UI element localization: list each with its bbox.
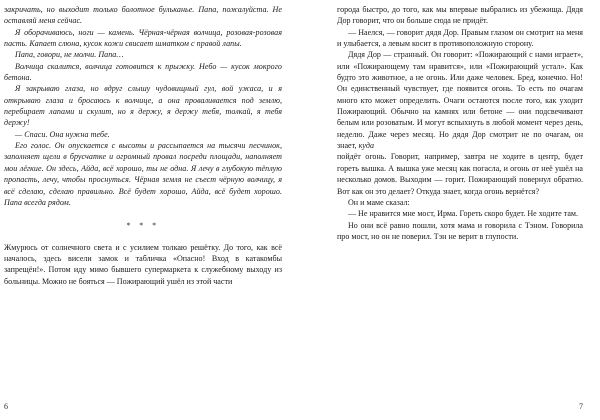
page-number-right: 7 [579,402,583,411]
paragraph: Его голос. Он опускается с высоты и рассыпается на тысячи песчинок, заполняет щели в брусчатке и огромный провал посреди площади, наполняет мои лёгкие. Он здесь, Айда, всё хорошо, ты не одна. Я лечу в глубокую тёплую пропасть, лечу, чтобы проснуться. Чёрная земля не съест чёрную волчицу, я всё сделаю, сделаю правильно. Всё будет хорошо, Айда, всё будет хорошо. Папа всегда рядом. [4,141,282,207]
right-page [300,0,600,420]
paragraph: пойдёт огонь. Говорит, например, завтра не ходите в центр, будет гореть вышка. А вышка уже месяц как погасла, и огонь от неё ушёл на несколько домов. Выходим — горит. Пожирающий повернул обратно. Вот как он это делает? Откуда знает, когда огонь вернётся? [337,152,583,196]
paragraph: — Не нравится мне мост, Ирма. Гореть скоро будет. Не ходите там. [348,209,579,219]
paragraph: — Наелся, — говорит дядя Дор. Правым глазом он смотрит на меня и улыбается, а левым косит в противоположную сторону. [337,27,583,49]
emphasis-word: куда [358,141,374,151]
paragraph: Жмурюсь от солнечного света и с усилием толкаю решётку. До того, как всё началось, здесь висели замок и табличка «Опасно! Вход в катакомбы запрещён!». Потом иду мимо бывшего супермаркета к служебному выходу из больницы. Можно не бояться — Пожирающий ушёл из этой части [4,242,282,286]
left-page-roman-section [4,242,282,287]
page-number-left: 6 [4,402,8,411]
paragraph: закричать, но выходит только болотное бульканье. Папа, пожалуйста. Не оставляй меня сейчас. [4,5,282,26]
paragraph: Папа, говори, не молчи. Папа… [15,50,124,60]
paragraph: — Спаси. Она нужна тебе. [15,129,110,139]
paragraph: города быстро, до того, как мы впервые выбрались из убежища. Дядя Дор говорит, что он больше сюда не придёт. [337,5,583,26]
right-page-roman-section [337,4,583,242]
paragraph-with-emphasis [337,49,583,151]
left-page-italic-section [4,4,282,208]
paragraph: Я оборачиваюсь, ноги — камень. Чёрная-чёрная волчица, розовая-розовая пасть. Капает слюна, кусок кожи свисает шматком с правой лапы. [4,27,282,49]
paragraph: Волчица скалится, волчица готовится к прыжку. Небо — кусок мокрого бетона. [4,61,282,83]
paragraph: Он и маме сказал: [348,197,410,207]
paragraph: Но они всё равно пошли, хотя мама и говорила с Тэном. Говорила про мост, но он не поверил. Тэн не верит в глупости. [337,220,583,241]
section-divider: * * * [126,220,160,230]
paragraph: Я закрываю глаза, но вдруг слышу чудовищный гул, вой ужаса, и я открываю глаза и бросаюсь к волчице, а она проваливается под землю, перебирает лапами и скулит, но я держу, я держу тебя, толкай, я тебя держу! [4,84,282,128]
paragraph-text: Дядя Дор — странный. Он говорит: «Пожирающий с нами играет», или «Пожирающему там нравится», или «Пожирающий устал». Как будто это животное, а не огонь. Или даже человек. Бред, конечно. Но! Он единственный чувствует, где появится огонь. То есть по очагам много кто может определить. Очаги остаются после того, как уходит Пожирающий. Обычно на камнях или бетоне — они подсвечивают белым или розоватым. И могут вспыхнуть в любой момент через день, неделю. Даже через месяц. Но дядя Дор смотрит не по очагам, он знает, [337,50,583,151]
